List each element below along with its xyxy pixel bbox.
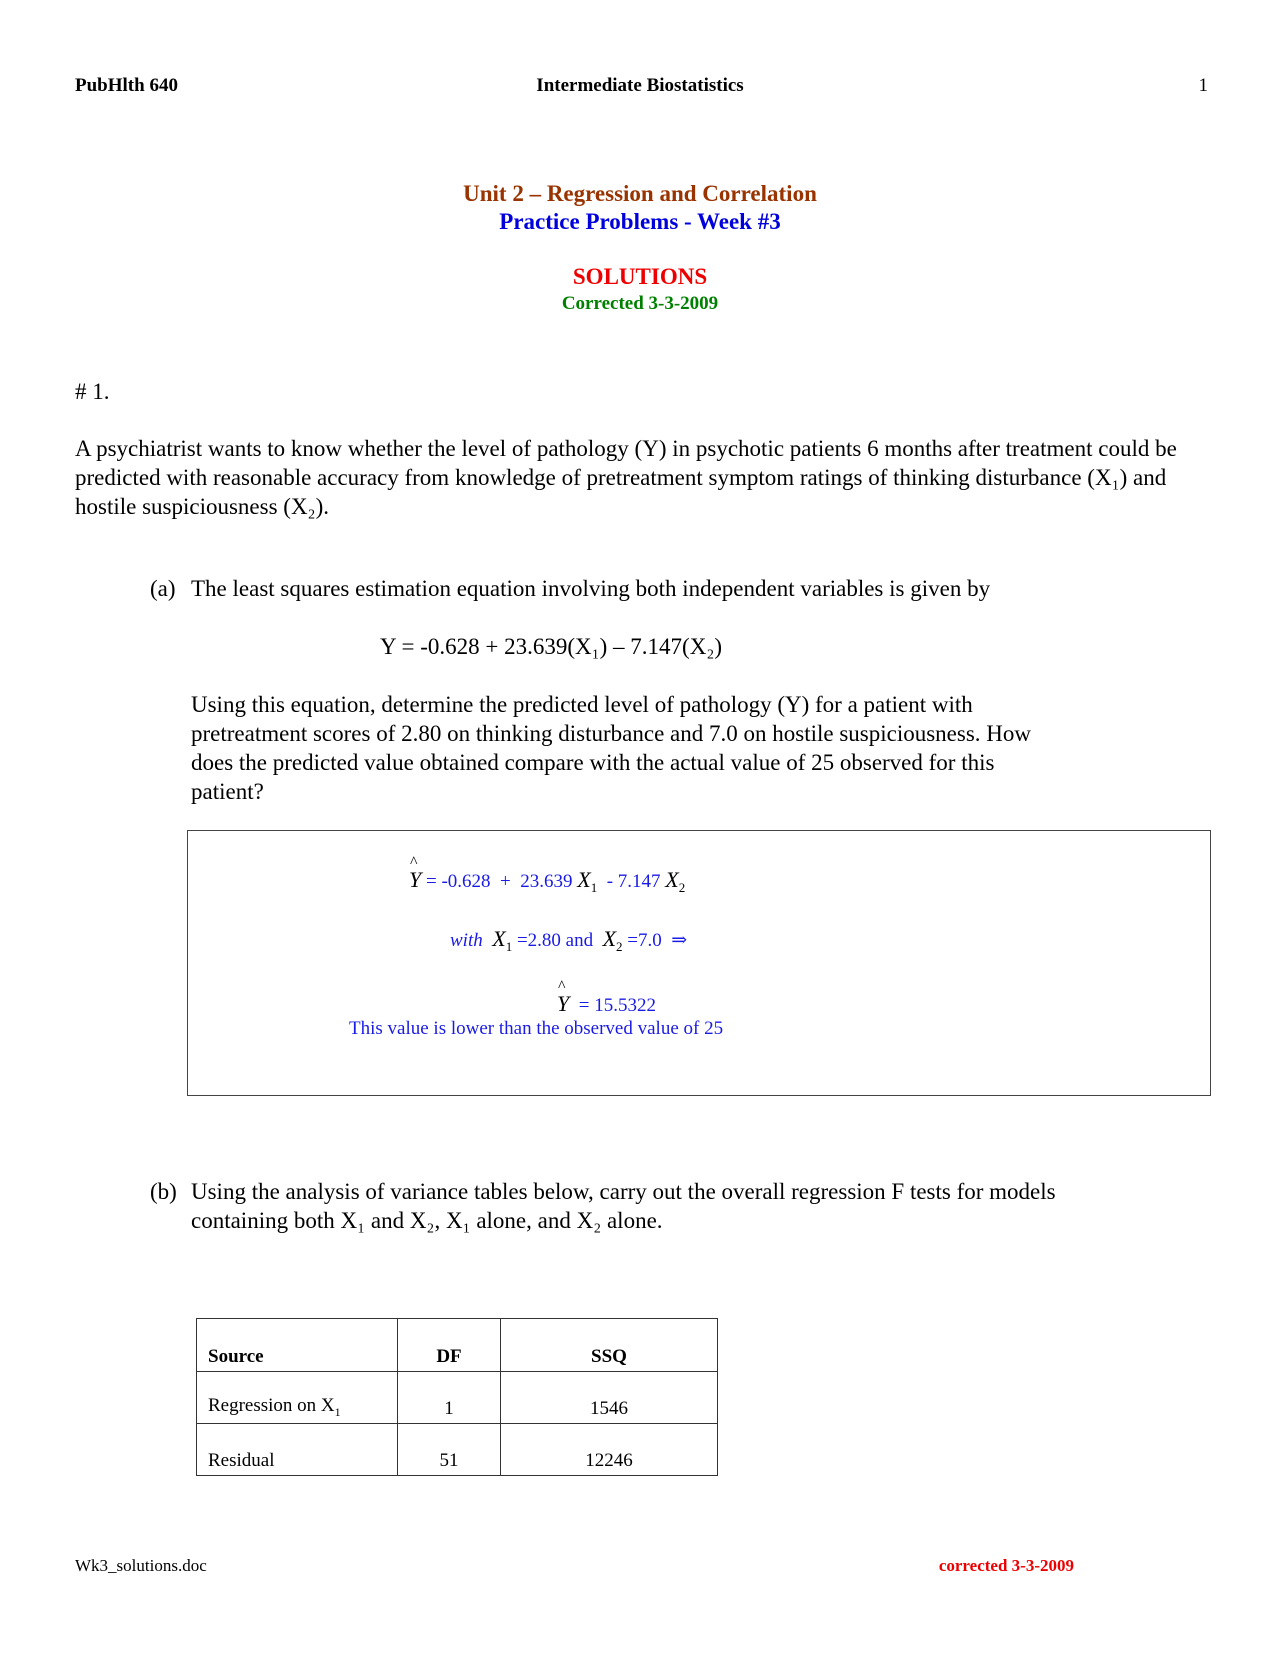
- part-a-label: (a): [150, 576, 176, 601]
- table-row: [197, 1372, 718, 1424]
- footer-corrected: corrected 3-3-2009: [938, 1556, 1074, 1575]
- practice-subtitle: Practice Problems - Week #3: [499, 209, 781, 234]
- predicted-value: = 15.5322: [569, 995, 656, 1016]
- page-number: 1: [1198, 75, 1208, 96]
- source-subscript: 1: [334, 1405, 341, 1419]
- header-df: DF: [398, 1319, 501, 1372]
- problem-intro: A psychiatrist wants to know whether the level of pathology (Y) in psychotic patients 6 months after treatment could be predicted with reasonable accuracy from knowledge of pretreatment symptom ratings of thinking disturbance (X₁) and hostile suspiciousness (X₂).: [75, 436, 1177, 519]
- x1-value: =2.80 and: [512, 930, 603, 951]
- solutions-heading: SOLUTIONS: [572, 264, 708, 289]
- x2-subscript: 2: [616, 938, 623, 954]
- regression-equation: Y = -0.628 + 23.639(X₁) – 7.147(X₂): [380, 634, 723, 659]
- with-label: with: [450, 930, 483, 951]
- problem-number: # 1.: [75, 379, 110, 404]
- x1-symbol: X: [577, 867, 591, 892]
- x1-symbol: X: [492, 926, 506, 951]
- part-a-question: Using this equation, determine the predicted level of pathology (Y) for a patient with pretreatment scores of 2.80 on thinking disturbance and 7.0 on hostile suspiciousness. How does the predicted value obtained compare with the actual value of 25 observed for this patient?: [191, 692, 1031, 804]
- equation-coefficient: - 7.147: [597, 871, 666, 892]
- part-a-text: The least squares estimation equation involving both independent variables is given by: [191, 576, 991, 601]
- course-code: PubHlth 640: [75, 75, 178, 96]
- x2-symbol: X: [602, 926, 617, 951]
- solution-conclusion: This value is lower than the observed value of 25: [349, 1018, 724, 1039]
- header-source: Source: [197, 1319, 398, 1372]
- equation-constants: = -0.628 + 23.639: [421, 871, 578, 892]
- ssq-cell: 1546: [501, 1372, 718, 1424]
- table-row: [197, 1424, 718, 1476]
- ssq-cell: 12246: [501, 1424, 718, 1476]
- unit-title: Unit 2 – Regression and Correlation: [463, 181, 817, 206]
- source-cell: Residual: [197, 1424, 398, 1476]
- source-cell: [197, 1372, 398, 1424]
- x2-value-implies: =7.0 ⇒: [622, 930, 688, 951]
- footer-filename: Wk3_solutions.doc: [75, 1556, 207, 1575]
- x1-subscript: 1: [505, 938, 513, 954]
- source-label: Regression on X: [208, 1395, 335, 1417]
- df-cell: 51: [398, 1424, 501, 1476]
- part-b-text: Using the analysis of variance tables below, carry out the overall regression F tests for models containing both X₁ and X₂, X₁ alone, and X₂ alone.: [191, 1179, 1056, 1233]
- x2-symbol: X: [665, 867, 679, 892]
- solution-box: [187, 830, 1211, 1096]
- header-ssq: SSQ: [501, 1319, 718, 1372]
- corrected-date: Corrected 3-3-2009: [561, 293, 719, 314]
- x1-subscript: 1: [590, 879, 598, 895]
- y-hat-symbol: ^ Y: [409, 867, 421, 893]
- solution-substitution-line: [431, 904, 687, 977]
- y-hat-symbol: ^ Y: [557, 991, 569, 1017]
- anova-table: [196, 1318, 718, 1476]
- df-cell: 1: [398, 1372, 501, 1424]
- course-subject: Intermediate Biostatistics: [536, 75, 744, 96]
- table-header-row: [197, 1319, 718, 1372]
- x2-subscript: 2: [678, 879, 686, 895]
- part-b-label: (b): [150, 1179, 177, 1204]
